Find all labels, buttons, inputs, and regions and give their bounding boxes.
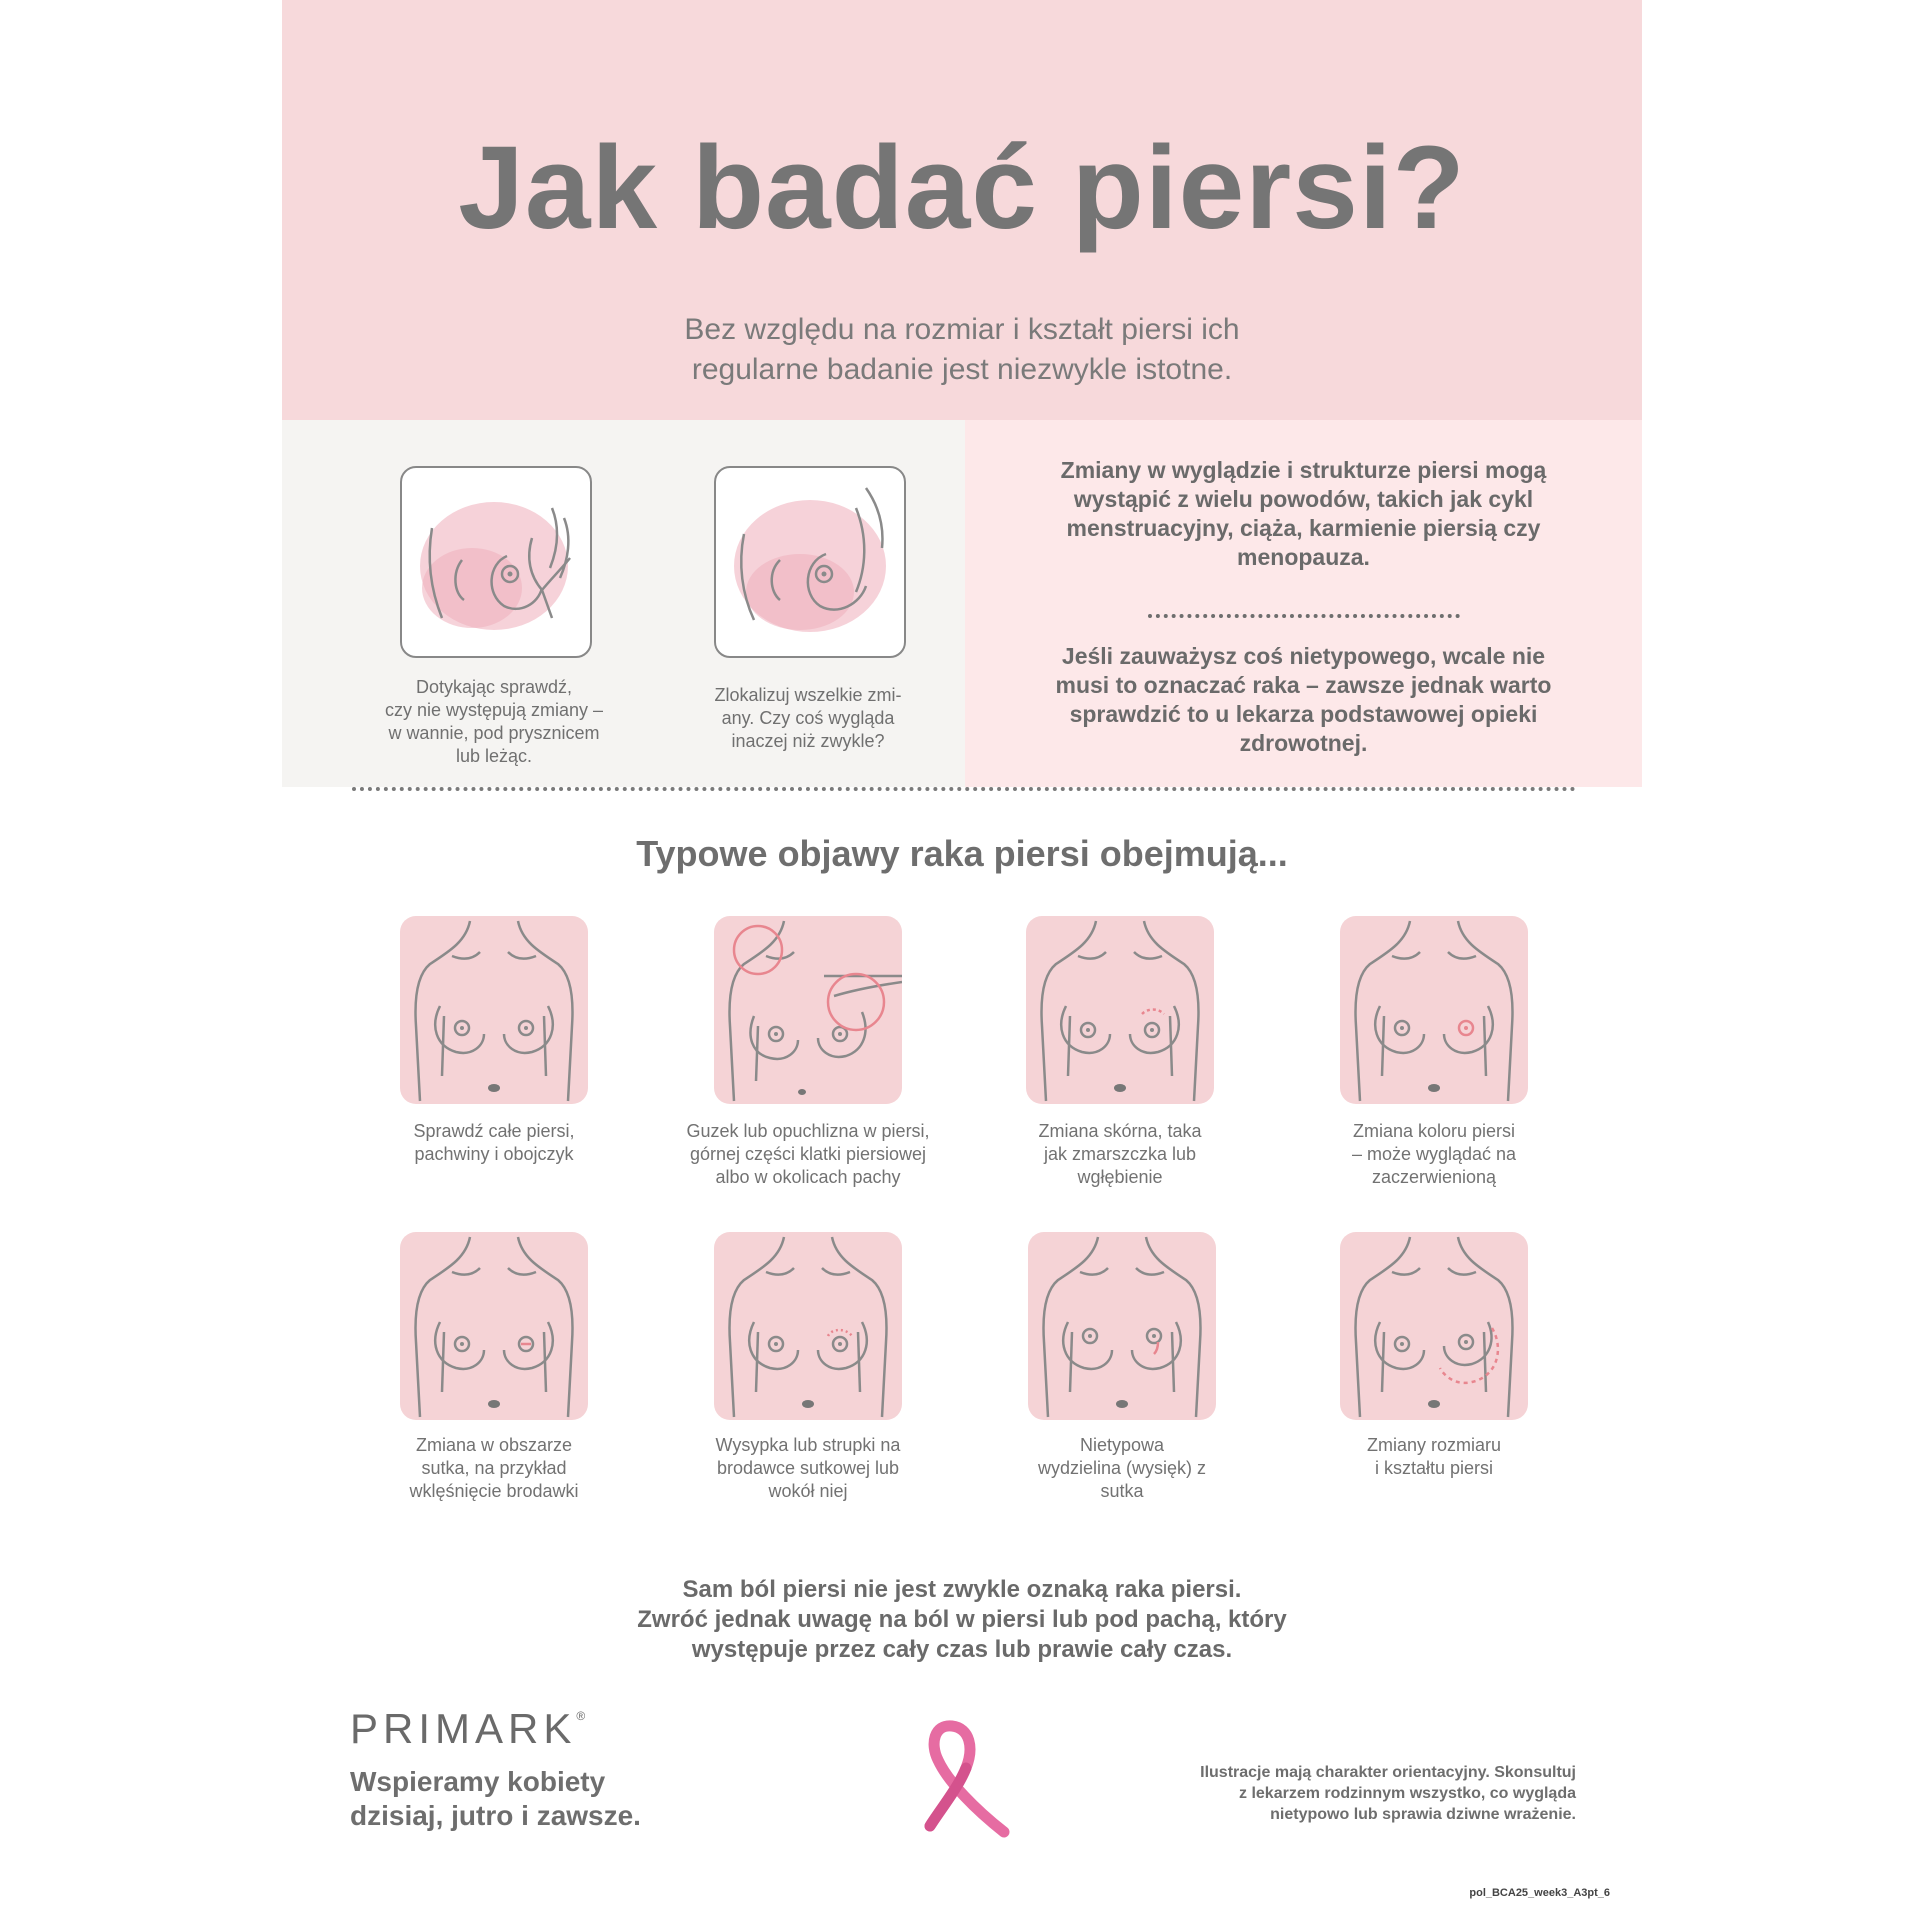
notice-text — [965, 642, 1642, 758]
self-check-caption — [668, 684, 948, 753]
look-breast-icon — [714, 466, 906, 658]
skin-dimple-icon — [1026, 916, 1214, 1104]
intro-line: regularne badanie jest niezwykle istotne. — [691, 353, 1233, 386]
text-line: Zmiany w wyglądzie i strukturze piersi mogą — [1060, 457, 1547, 483]
torso-check-icon — [400, 916, 588, 1104]
symptom-caption — [992, 1434, 1252, 1503]
symptom-caption — [1304, 1120, 1564, 1189]
changes-text — [965, 456, 1642, 572]
text-line: Zmiana w obszarze — [415, 1435, 573, 1455]
header-banner — [282, 0, 1642, 420]
text-line: sutka — [1100, 1481, 1144, 1501]
text-line: Ilustracje mają charakter orientacyjny. Skonsultuj — [1200, 1764, 1576, 1781]
text-line: Sprawdź całe piersi, — [413, 1121, 575, 1141]
dotted-divider — [1148, 614, 1460, 618]
disclaimer — [1120, 1762, 1576, 1825]
symptom-caption — [990, 1120, 1250, 1189]
colour-change-icon — [1340, 916, 1528, 1104]
self-check-caption — [354, 676, 634, 768]
intro-line: Bez względu na rozmiar i kształt piersi ich — [684, 313, 1240, 346]
info-panel — [965, 420, 1642, 787]
nipple-discharge-icon — [1028, 1232, 1216, 1420]
page-title: Jak badać piersi? — [458, 122, 1466, 254]
text-line: Zwróć jednak uwagę na ból w piersi lub pod pachą, który — [637, 1606, 1287, 1633]
text-line: Wspieramy kobiety — [350, 1766, 606, 1797]
text-line: wklęśnięcie brodawki — [409, 1481, 579, 1501]
text-line: górnej części klatki piersiowej — [689, 1144, 927, 1164]
intro-text — [282, 310, 1642, 390]
text-line: sprawdzić to u lekarza podstawowej opieki — [1069, 701, 1538, 727]
text-line: menopauza. — [1237, 544, 1370, 570]
text-line: inaczej niż zwykle? — [731, 731, 885, 751]
text-line: any. Czy coś wygląda — [721, 708, 895, 728]
text-line: Sam ból piersi nie jest zwykle oznaką raka piersi. — [682, 1576, 1242, 1603]
text-line: brodawce sutkowej lub — [716, 1458, 900, 1478]
text-line: lub leżąc. — [455, 746, 533, 766]
text-line: wgłębienie — [1077, 1167, 1163, 1187]
symptom-caption — [678, 1434, 938, 1503]
text-line: Wysypka lub strupki na — [715, 1435, 901, 1455]
text-line: zdrowotnej. — [1239, 730, 1368, 756]
size-shape-change-icon — [1340, 1232, 1528, 1420]
text-line: Zmiany rozmiaru — [1366, 1435, 1502, 1455]
symptoms-heading: Typowe objawy raka piersi obejmują... — [636, 833, 1288, 874]
text-line: albo w okolicach pachy — [715, 1167, 901, 1187]
hand-touch-breast-icon — [400, 466, 592, 658]
text-line: czy nie występują zmiany – — [384, 700, 604, 720]
slogan — [350, 1765, 641, 1833]
text-line: Guzek lub opuchlizna w piersi, — [686, 1121, 930, 1141]
text-line: Zlokalizuj wszelkie zmi- — [714, 685, 902, 705]
symptom-caption — [364, 1434, 624, 1503]
text-line: Jeśli zauważysz coś nietypowego, wcale nie — [1061, 643, 1546, 669]
text-line: – może wyglądać na — [1351, 1144, 1517, 1164]
text-line: Zmiana koloru piersi — [1352, 1121, 1516, 1141]
text-line: wokół niej — [768, 1481, 848, 1501]
symptom-caption — [1304, 1434, 1564, 1480]
brand-name: PRIMARK — [350, 1705, 577, 1752]
nipple-inversion-icon — [400, 1232, 588, 1420]
symptom-caption — [364, 1120, 624, 1166]
lump-swelling-icon — [714, 916, 902, 1104]
text-line: zaczerwienioną — [1371, 1167, 1497, 1187]
nipple-rash-icon — [714, 1232, 902, 1420]
text-line: sutka, na przykład — [421, 1458, 567, 1478]
text-line: Nietypowa — [1079, 1435, 1165, 1455]
text-line: Zmiana skórna, taka — [1038, 1121, 1202, 1141]
dotted-divider — [352, 787, 1576, 791]
text-line: z lekarzem rodzinnym wszystko, co wygląda — [1239, 1785, 1576, 1802]
text-line: Dotykając sprawdź, — [415, 677, 573, 697]
pink-ribbon-icon — [900, 1710, 1030, 1840]
text-line: wystąpić z wielu powodów, takich jak cykl — [1073, 486, 1534, 512]
text-line: wydzielina (wysięk) z — [1037, 1458, 1207, 1478]
text-line: nietypowo lub sprawia dziwne wrażenie. — [1270, 1806, 1576, 1823]
symptom-caption — [678, 1120, 938, 1189]
text-line: występuje przez cały czas lub prawie cały czas. — [691, 1636, 1233, 1663]
text-line: dzisiaj, jutro i zawsze. — [350, 1800, 641, 1831]
registered-mark: ® — [576, 1709, 586, 1723]
brand-logo — [350, 1705, 585, 1753]
text-line: jak zmarszczka lub — [1043, 1144, 1197, 1164]
text-line: w wannie, pod prysznicem — [388, 723, 600, 743]
text-line: i kształtu piersi — [1374, 1458, 1494, 1478]
text-line: pachwiny i obojczyk — [414, 1144, 574, 1164]
text-line: musi to oznaczać raka – zawsze jednak warto — [1055, 672, 1552, 698]
pain-note — [282, 1575, 1642, 1665]
reference-code: pol_BCA25_week3_A3pt_6 — [1469, 1887, 1610, 1899]
text-line: menstruacyjny, ciąża, karmienie piersią czy — [1066, 515, 1541, 541]
